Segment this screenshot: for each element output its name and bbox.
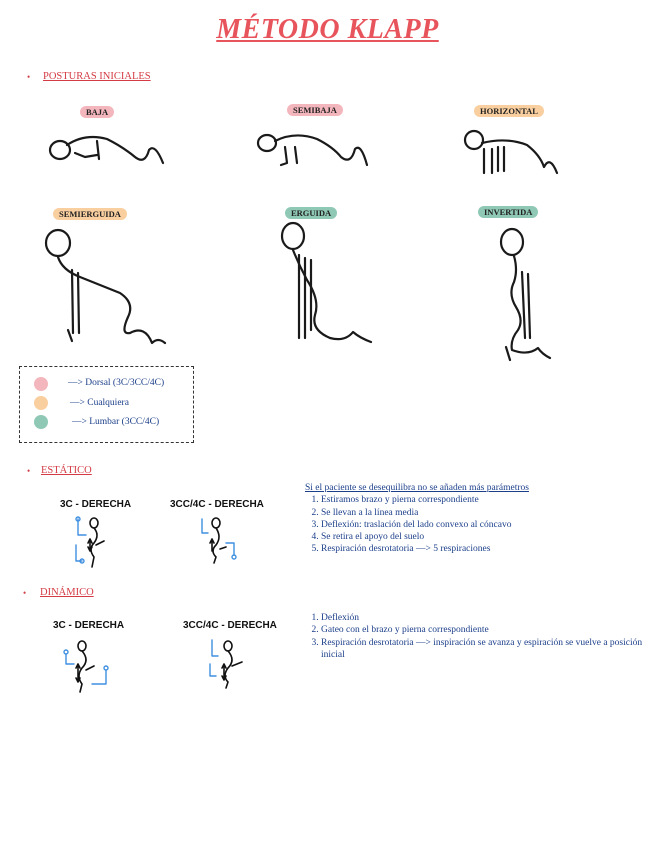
- posture-figure-invertida: [480, 222, 555, 362]
- posture-figure-semibaja: [255, 125, 370, 175]
- dinamico-figure-3c: [62, 636, 117, 694]
- list-item: 4. Se retira el apoyo del suelo: [321, 531, 645, 543]
- posture-label-erguida: ERGUIDA: [285, 207, 337, 219]
- list-item: 2. Gateo con el brazo y pierna correspondiente: [321, 624, 645, 636]
- estatico-steps-list: [305, 494, 645, 555]
- dinamico-figure-3cc4c: [204, 636, 254, 691]
- list-item: 1. Estiramos brazo y pierna correspondiente: [321, 494, 645, 506]
- section-estatico: ESTÁTICO: [41, 465, 92, 476]
- legend-dot-teal: [34, 415, 48, 429]
- estatico-figure-3c: [70, 515, 115, 570]
- legend-lumbar: —> Lumbar (3CC/4C): [72, 417, 160, 427]
- legend-dorsal: —> Dorsal (3C/3CC/4C): [68, 378, 165, 388]
- posture-label-invertida: INVERTIDA: [478, 206, 538, 218]
- posture-label-semibaja: SEMIBAJA: [287, 104, 343, 116]
- dinamico-steps-list: [305, 612, 645, 661]
- list-item: 3. Respiración desrotatoria —> inspiración se avanza y espiración se vuelve a posición inicial: [321, 637, 645, 662]
- estatico-label-3cc4c: 3CC/4C - DERECHA: [170, 499, 264, 510]
- section-dinamico: DINÁMICO: [40, 587, 94, 598]
- posture-label-horizontal: HORIZONTAL: [474, 105, 544, 117]
- list-item: 1. Deflexión: [321, 612, 645, 624]
- estatico-figure-3cc4c: [198, 515, 243, 565]
- dinamico-label-3cc4c: 3CC/4C - DERECHA: [183, 620, 277, 631]
- posture-label-semierguida: SEMIERGUIDA: [53, 208, 127, 220]
- bullet: •: [27, 72, 31, 82]
- posture-figure-erguida: [275, 220, 380, 355]
- estatico-label-3c: 3C - DERECHA: [60, 499, 132, 510]
- estatico-heading: Si el paciente se desequilibra no se añaden más parámetros: [305, 483, 529, 493]
- dinamico-notes: [305, 612, 645, 661]
- section-posturas-iniciales: POSTURAS INICIALES: [43, 71, 151, 82]
- list-item: 3. Deflexión: traslación del lado convexo al cóncavo: [321, 519, 645, 531]
- list-item: 2. Se llevan a la línea media: [321, 507, 645, 519]
- estatico-notes: [305, 482, 645, 556]
- dinamico-label-3c: 3C - DERECHA: [53, 620, 125, 631]
- bullet: •: [27, 466, 31, 476]
- posture-figure-horizontal: [462, 125, 562, 185]
- posture-figure-baja: [45, 125, 170, 175]
- legend-dot-orange: [34, 396, 48, 410]
- legend-cualquiera: —> Cualquiera: [70, 398, 129, 408]
- posture-label-baja: BAJA: [80, 106, 114, 118]
- list-item: 5. Respiración desrotatoria —> 5 respiraciones: [321, 543, 645, 555]
- legend-dot-pink: [34, 377, 48, 391]
- posture-figure-semierguida: [40, 225, 175, 350]
- bullet: •: [23, 588, 27, 598]
- page-title: MÉTODO KLAPP: [216, 14, 439, 45]
